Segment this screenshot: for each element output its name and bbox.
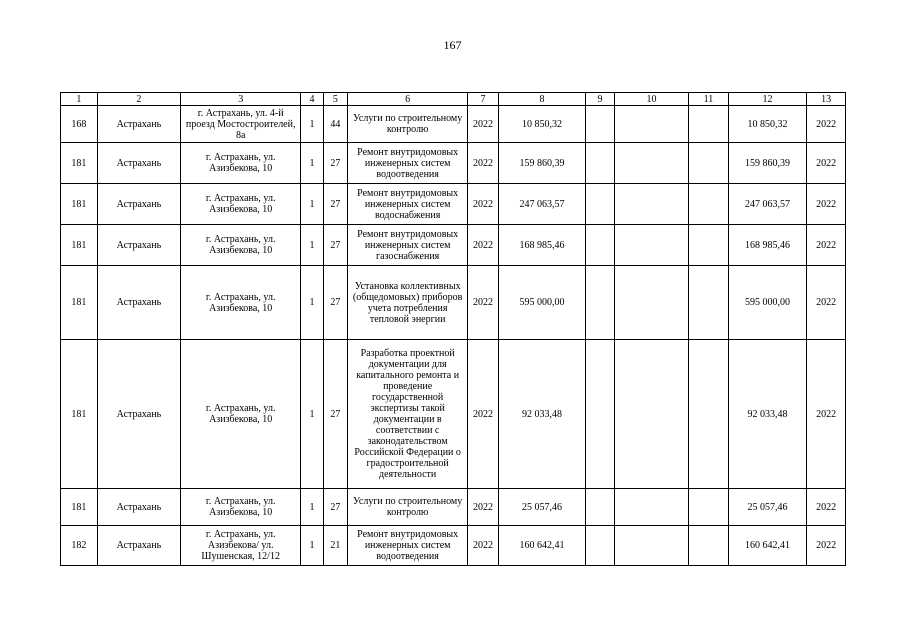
amount-cell: 160 642,41 [498, 526, 586, 566]
col-5-cell: 27 [323, 340, 347, 489]
table-row [61, 340, 846, 489]
work-type-cell: Услуги по строительному контролю [348, 489, 468, 526]
completion-year-cell: 2022 [807, 489, 846, 526]
column-header: 11 [689, 93, 729, 106]
col-4-cell: 1 [301, 225, 323, 266]
col-4-cell: 1 [301, 266, 323, 340]
amount-cell: 159 860,39 [498, 143, 586, 184]
total-cell: 159 860,39 [728, 143, 806, 184]
col-11-cell [689, 106, 729, 143]
amount-cell: 25 057,46 [498, 489, 586, 526]
address-cell: г. Астрахань, ул. Азизбекова, 10 [181, 184, 301, 225]
year-cell: 2022 [468, 225, 499, 266]
col-10-cell [614, 489, 688, 526]
row-number-cell: 182 [61, 526, 98, 566]
address-cell: г. Астрахань, ул. 4-й проезд Мостостроителей, 8а [181, 106, 301, 143]
col-9-cell [586, 225, 615, 266]
municipality-cell: Астрахань [97, 340, 180, 489]
col-5-cell: 44 [323, 106, 347, 143]
col-5-cell: 27 [323, 143, 347, 184]
table-row [61, 489, 846, 526]
row-number-cell: 181 [61, 489, 98, 526]
col-11-cell [689, 489, 729, 526]
municipality-cell: Астрахань [97, 526, 180, 566]
total-cell: 160 642,41 [728, 526, 806, 566]
col-9-cell [586, 106, 615, 143]
table-row [61, 106, 846, 143]
column-header: 12 [728, 93, 806, 106]
year-cell: 2022 [468, 526, 499, 566]
address-cell: г. Астрахань, ул. Азизбекова, 10 [181, 225, 301, 266]
column-header: 9 [586, 93, 615, 106]
completion-year-cell: 2022 [807, 526, 846, 566]
amount-cell: 92 033,48 [498, 340, 586, 489]
completion-year-cell: 2022 [807, 143, 846, 184]
total-cell: 595 000,00 [728, 266, 806, 340]
col-11-cell [689, 340, 729, 489]
column-header: 13 [807, 93, 846, 106]
completion-year-cell: 2022 [807, 340, 846, 489]
address-cell: г. Астрахань, ул. Азизбекова, 10 [181, 266, 301, 340]
col-9-cell [586, 143, 615, 184]
page-number: 167 [443, 38, 462, 52]
col-11-cell [689, 225, 729, 266]
column-number-row [61, 93, 846, 106]
completion-year-cell: 2022 [807, 225, 846, 266]
col-11-cell [689, 184, 729, 225]
address-cell: г. Астрахань, ул. Азизбекова, 10 [181, 143, 301, 184]
completion-year-cell: 2022 [807, 184, 846, 225]
column-header: 4 [301, 93, 323, 106]
municipality-cell: Астрахань [97, 184, 180, 225]
total-cell: 92 033,48 [728, 340, 806, 489]
col-9-cell [586, 489, 615, 526]
total-cell: 25 057,46 [728, 489, 806, 526]
work-type-cell: Ремонт внутридомовых инженерных систем водоотведения [348, 143, 468, 184]
municipality-cell: Астрахань [97, 266, 180, 340]
amount-cell: 10 850,32 [498, 106, 586, 143]
col-4-cell: 1 [301, 143, 323, 184]
year-cell: 2022 [468, 340, 499, 489]
table-row [61, 184, 846, 225]
total-cell: 168 985,46 [728, 225, 806, 266]
row-number-cell: 181 [61, 340, 98, 489]
col-9-cell [586, 526, 615, 566]
col-11-cell [689, 143, 729, 184]
col-5-cell: 27 [323, 225, 347, 266]
municipality-cell: Астрахань [97, 225, 180, 266]
address-cell: г. Астрахань, ул. Азизбекова, 10 [181, 489, 301, 526]
total-cell: 247 063,57 [728, 184, 806, 225]
col-5-cell: 27 [323, 489, 347, 526]
year-cell: 2022 [468, 106, 499, 143]
year-cell: 2022 [468, 143, 499, 184]
capital-repair-table [60, 92, 846, 566]
work-type-cell: Ремонт внутридомовых инженерных систем водоснабжения [348, 184, 468, 225]
column-header: 3 [181, 93, 301, 106]
table-row [61, 526, 846, 566]
col-10-cell [614, 340, 688, 489]
table-row [61, 143, 846, 184]
row-number-cell: 181 [61, 225, 98, 266]
amount-cell: 247 063,57 [498, 184, 586, 225]
col-10-cell [614, 143, 688, 184]
table-body [61, 106, 846, 566]
column-header: 6 [348, 93, 468, 106]
work-type-cell: Установка коллективных (общедомовых) приборов учета потребления тепловой энергии [348, 266, 468, 340]
municipality-cell: Астрахань [97, 106, 180, 143]
col-4-cell: 1 [301, 340, 323, 489]
column-header: 2 [97, 93, 180, 106]
col-5-cell: 21 [323, 526, 347, 566]
column-header: 7 [468, 93, 499, 106]
column-header: 5 [323, 93, 347, 106]
column-header: 1 [61, 93, 98, 106]
col-10-cell [614, 266, 688, 340]
col-4-cell: 1 [301, 489, 323, 526]
year-cell: 2022 [468, 266, 499, 340]
col-11-cell [689, 526, 729, 566]
table-row [61, 225, 846, 266]
col-10-cell [614, 225, 688, 266]
col-4-cell: 1 [301, 184, 323, 225]
row-number-cell: 181 [61, 184, 98, 225]
column-header: 10 [614, 93, 688, 106]
col-9-cell [586, 184, 615, 225]
col-10-cell [614, 526, 688, 566]
col-10-cell [614, 184, 688, 225]
row-number-cell: 181 [61, 143, 98, 184]
amount-cell: 595 000,00 [498, 266, 586, 340]
table-row [61, 266, 846, 340]
municipality-cell: Астрахань [97, 489, 180, 526]
address-cell: г. Астрахань, ул. Азизбекова/ ул. Шушенская, 12/12 [181, 526, 301, 566]
col-9-cell [586, 266, 615, 340]
completion-year-cell: 2022 [807, 106, 846, 143]
col-11-cell [689, 266, 729, 340]
amount-cell: 168 985,46 [498, 225, 586, 266]
work-type-cell: Разработка проектной документации для капитального ремонта и проведение государственной экспертизы такой документации в соответствии с законодательством Российской Федерации о градостроительной деятельности [348, 340, 468, 489]
col-5-cell: 27 [323, 266, 347, 340]
work-type-cell: Ремонт внутридомовых инженерных систем газоснабжения [348, 225, 468, 266]
year-cell: 2022 [468, 184, 499, 225]
row-number-cell: 168 [61, 106, 98, 143]
work-type-cell: Ремонт внутридомовых инженерных систем водоотведения [348, 526, 468, 566]
col-4-cell: 1 [301, 106, 323, 143]
address-cell: г. Астрахань, ул. Азизбекова, 10 [181, 340, 301, 489]
col-10-cell [614, 106, 688, 143]
total-cell: 10 850,32 [728, 106, 806, 143]
col-5-cell: 27 [323, 184, 347, 225]
work-type-cell: Услуги по строительному контролю [348, 106, 468, 143]
row-number-cell: 181 [61, 266, 98, 340]
municipality-cell: Астрахань [97, 143, 180, 184]
completion-year-cell: 2022 [807, 266, 846, 340]
col-4-cell: 1 [301, 526, 323, 566]
year-cell: 2022 [468, 489, 499, 526]
col-9-cell [586, 340, 615, 489]
column-header: 8 [498, 93, 586, 106]
